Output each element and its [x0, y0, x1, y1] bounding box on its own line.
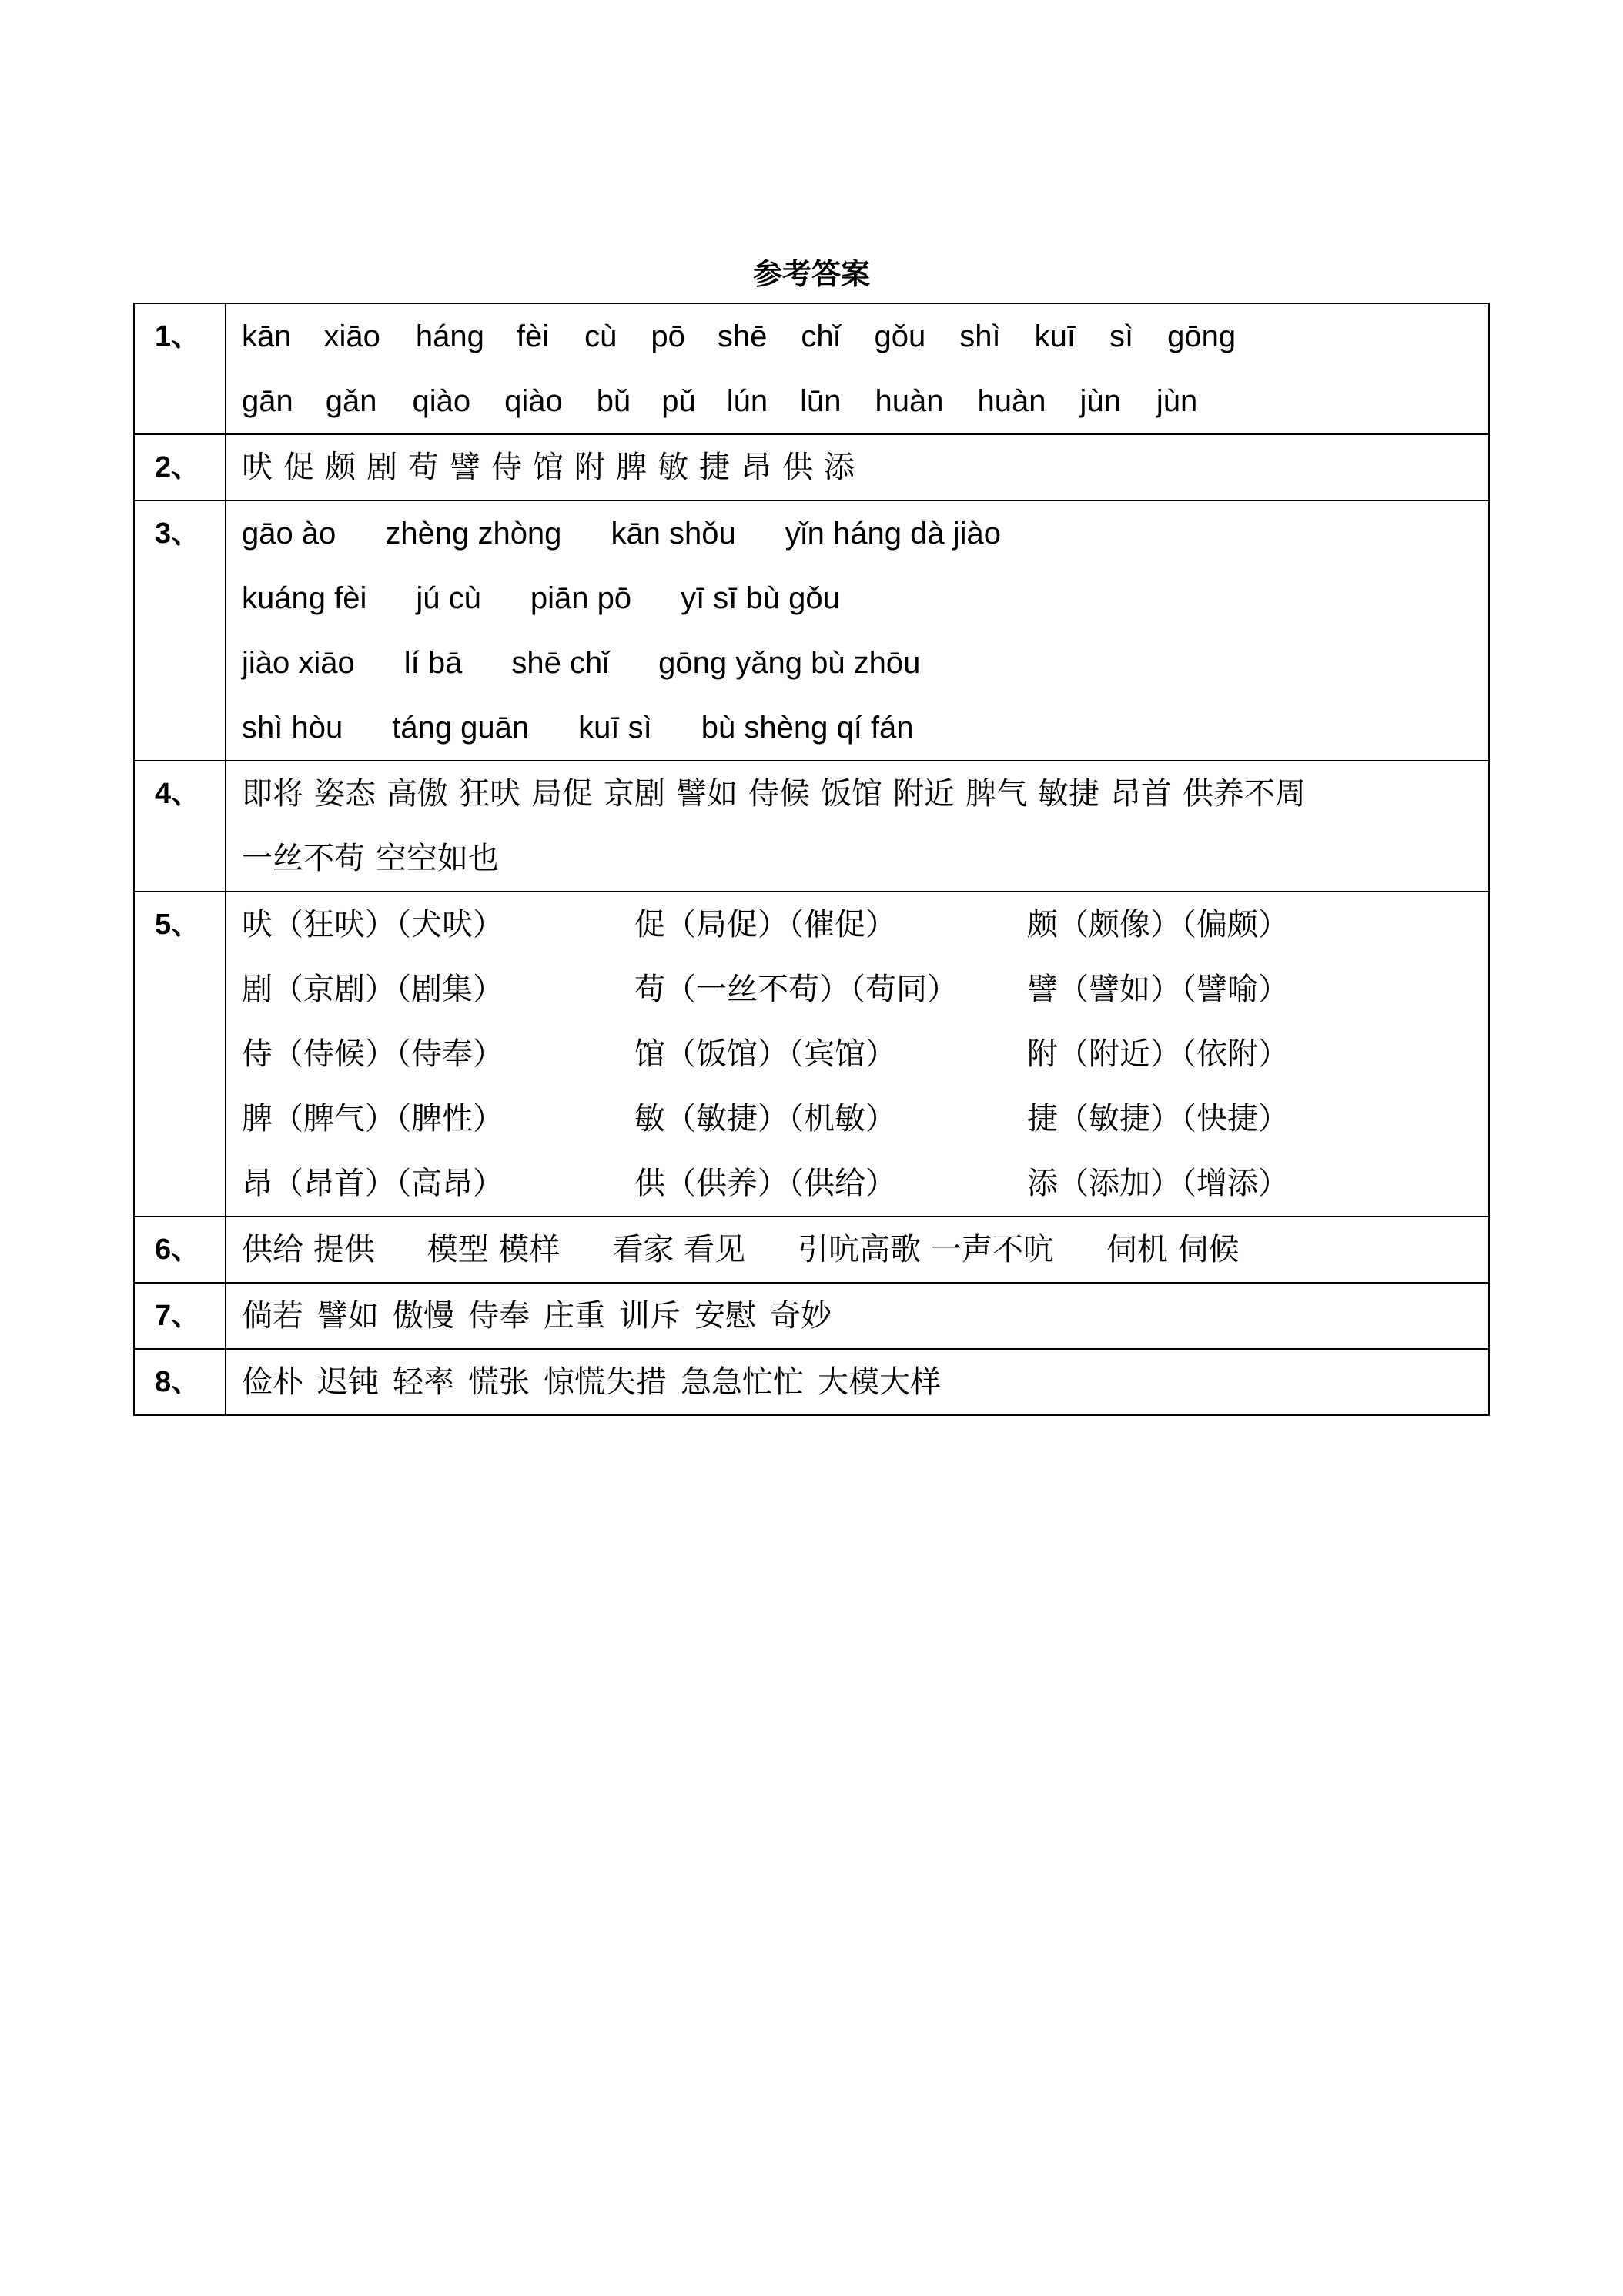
- answer-item: yǐn háng dà jiào: [785, 517, 1001, 551]
- answer-item: 供养不周: [1183, 776, 1306, 812]
- page-title: 参考答案: [752, 256, 870, 291]
- question-number: 4、: [155, 778, 201, 810]
- answer-item: 譬: [450, 450, 480, 485]
- answer-line: [242, 501, 1488, 566]
- answer-row: [134, 500, 1489, 761]
- answer-item: kuī: [1034, 320, 1076, 353]
- answer-item: bǔ: [596, 384, 631, 418]
- answer-item: 俭朴: [242, 1364, 303, 1400]
- answer-item: 惊慌失措: [544, 1364, 667, 1400]
- answer-item: chǐ: [801, 320, 841, 353]
- answer-line: [242, 631, 1488, 695]
- answer-item: 添（添加）（增添）: [1027, 1166, 1289, 1201]
- answer-content-cell: [226, 303, 1489, 434]
- answer-line: [242, 1151, 1488, 1216]
- answer-item: 侍: [491, 450, 522, 485]
- answer-item: kān shǒu: [611, 517, 736, 551]
- answer-item: jiào xiāo: [242, 646, 355, 680]
- question-number-cell: [134, 1349, 226, 1415]
- answer-item: 剧（京剧）（剧集）: [242, 972, 504, 1007]
- answer-item: 饭馆: [821, 776, 882, 812]
- answer-content-cell: [226, 761, 1489, 892]
- answer-content-cell: [226, 892, 1489, 1217]
- answer-item: xiāo: [323, 320, 380, 353]
- answer-item: 促: [283, 450, 314, 485]
- answer-row: [134, 761, 1489, 892]
- answer-item: 大模大样: [818, 1364, 941, 1400]
- answer-item: 馆: [533, 450, 564, 485]
- answer-item: gōng: [1167, 320, 1236, 353]
- answer-item: 脾气: [965, 776, 1027, 812]
- answer-item: qiào: [412, 384, 471, 418]
- answer-item: 苟（一丝不苟）（苟同）: [634, 972, 958, 1007]
- answer-item: gāo ào: [242, 517, 336, 551]
- answer-item: 傲慢: [393, 1298, 454, 1334]
- question-number: 3、: [155, 517, 201, 550]
- answer-line: [242, 892, 1488, 957]
- answer-item: piān pō: [530, 581, 632, 615]
- answer-item: shē chǐ: [511, 646, 610, 680]
- answer-item: 吠: [242, 450, 273, 485]
- answer-content-cell: [226, 434, 1489, 500]
- answer-item: 安慰: [694, 1298, 756, 1334]
- answer-item: lūn: [800, 384, 842, 418]
- answer-item: gǎn: [325, 384, 377, 418]
- question-number-cell: [134, 1217, 226, 1283]
- answer-item: 苟: [408, 450, 439, 485]
- answer-item: zhèng zhòng: [385, 517, 562, 551]
- answer-item: 训斥: [619, 1298, 681, 1334]
- answer-item: 譬如: [317, 1298, 379, 1334]
- answer-line: [242, 1284, 1488, 1348]
- answer-item: 狂吠: [459, 776, 520, 812]
- answer-item: 昂: [741, 450, 771, 485]
- answer-item: 看家 看见: [612, 1232, 746, 1267]
- answer-item: 昂首: [1110, 776, 1172, 812]
- answer-item: 譬如: [676, 776, 738, 812]
- answer-content-cell: [226, 1283, 1489, 1349]
- question-number: 7、: [155, 1300, 201, 1332]
- answer-item: táng guān: [392, 711, 530, 745]
- answer-item: 倘若: [242, 1298, 303, 1334]
- answer-line: [242, 369, 1488, 433]
- answer-row: [134, 1283, 1489, 1349]
- answer-item: 颇: [325, 450, 356, 485]
- answer-item: 颇（颇像）（偏颇）: [1027, 907, 1289, 942]
- answer-line: [242, 1350, 1488, 1414]
- answer-item: 慌张: [468, 1364, 530, 1400]
- answer-item: 敏（敏捷）（机敏）: [634, 1101, 896, 1136]
- question-number: 1、: [155, 320, 201, 353]
- answer-item: 急急忙忙: [681, 1364, 804, 1400]
- answer-item: 模型 模样: [427, 1232, 561, 1267]
- answer-item: 馆（饭馆）（宾馆）: [634, 1036, 896, 1072]
- answer-item: kān: [242, 320, 292, 353]
- answer-item: 局促: [531, 776, 593, 812]
- answer-item: 侍奉: [468, 1298, 530, 1334]
- answer-row: [134, 1217, 1489, 1283]
- answer-item: pǔ: [661, 384, 696, 418]
- answer-line: [242, 304, 1488, 369]
- answer-item: shì: [959, 320, 1001, 353]
- answer-item: 空空如也: [376, 841, 499, 876]
- answer-item: kuáng fèi: [242, 581, 367, 615]
- answer-item: 高傲: [387, 776, 448, 812]
- answer-item: 敏: [658, 450, 688, 485]
- answer-item: sì: [1109, 320, 1134, 353]
- answer-item: 附: [574, 450, 605, 485]
- answer-item: 添: [824, 450, 855, 485]
- question-number-cell: [134, 434, 226, 500]
- answer-item: 附近: [893, 776, 955, 812]
- answer-item: 奇妙: [770, 1298, 832, 1334]
- answer-line: [242, 1217, 1488, 1282]
- answer-item: 捷（敏捷）（快捷）: [1027, 1101, 1289, 1136]
- answer-line: [242, 1086, 1488, 1151]
- answer-item: 一丝不苟: [242, 841, 365, 876]
- answer-item: 迟钝: [317, 1364, 379, 1400]
- answer-item: qiào: [504, 384, 563, 418]
- answer-table: [133, 303, 1490, 1416]
- answer-line: [242, 761, 1488, 826]
- answer-content-cell: [226, 1217, 1489, 1283]
- answer-item: háng: [415, 320, 484, 353]
- answer-item: 轻率: [393, 1364, 454, 1400]
- answer-item: 敏捷: [1038, 776, 1099, 812]
- answer-row: [134, 892, 1489, 1217]
- answer-item: bù shèng qí fán: [701, 711, 914, 745]
- answer-item: 供给 提供: [242, 1232, 375, 1267]
- answer-item: 脾（脾气）（脾性）: [242, 1101, 504, 1136]
- answer-item: 即将: [242, 776, 303, 812]
- answer-item: 捷: [699, 450, 730, 485]
- answer-item: 供: [782, 450, 813, 485]
- answer-item: huàn: [875, 384, 944, 418]
- answer-row: [134, 1349, 1489, 1415]
- question-number-cell: [134, 500, 226, 761]
- answer-item: 脾: [616, 450, 647, 485]
- answer-item: 剧: [366, 450, 397, 485]
- answer-item: 京剧: [604, 776, 665, 812]
- answer-item: 姿态: [314, 776, 376, 812]
- answer-item: 伺机 伺候: [1106, 1232, 1240, 1267]
- answer-item: 譬（譬如）（譬喻）: [1027, 972, 1289, 1007]
- answer-item: gōng yǎng bù zhōu: [658, 646, 921, 680]
- question-number: 5、: [155, 909, 201, 941]
- answer-item: shì hòu: [242, 711, 343, 745]
- answer-item: 吠（狂吠）（犬吠）: [242, 907, 504, 942]
- answer-item: 侍候: [748, 776, 810, 812]
- answer-row: [134, 434, 1489, 500]
- answer-line: [242, 566, 1488, 631]
- answer-item: 供（供养）（供给）: [634, 1166, 896, 1201]
- answer-item: jùn: [1079, 384, 1121, 418]
- answer-line: [242, 695, 1488, 760]
- answer-item: 促（局促）（催促）: [634, 907, 896, 942]
- question-number: 2、: [155, 451, 201, 484]
- answer-item: lí bā: [403, 646, 463, 680]
- answer-item: 附（附近）（依附）: [1027, 1036, 1289, 1072]
- answer-line: [242, 826, 1488, 891]
- answer-item: kuī sì: [578, 711, 652, 745]
- answer-item: 昂（昂首）（高昂）: [242, 1166, 504, 1201]
- answer-item: yī sī bù gǒu: [681, 581, 840, 615]
- answer-item: gǒu: [874, 320, 926, 353]
- answer-content-cell: [226, 1349, 1489, 1415]
- question-number-cell: [134, 761, 226, 892]
- answer-item: gān: [242, 384, 293, 418]
- answer-item: lún: [726, 384, 768, 418]
- answer-item: huàn: [977, 384, 1046, 418]
- answer-item: 庄重: [544, 1298, 605, 1334]
- answer-item: 引吭高歌 一声不吭: [798, 1232, 1054, 1267]
- question-number-cell: [134, 303, 226, 434]
- question-number: 8、: [155, 1366, 201, 1398]
- answer-item: cù: [584, 320, 617, 353]
- answer-row: [134, 303, 1489, 434]
- answer-content-cell: [226, 500, 1489, 761]
- answer-line: [242, 435, 1488, 500]
- answer-item: pō: [651, 320, 685, 353]
- answer-item: shē: [717, 320, 768, 353]
- question-number-cell: [134, 892, 226, 1217]
- answer-item: 侍（侍候）（侍奉）: [242, 1036, 504, 1072]
- question-number-cell: [134, 1283, 226, 1349]
- question-number: 6、: [155, 1233, 201, 1266]
- answer-item: fèi: [516, 320, 550, 353]
- answer-item: jùn: [1156, 384, 1198, 418]
- answer-line: [242, 1022, 1488, 1086]
- answer-item: jú cù: [416, 581, 481, 615]
- answer-line: [242, 957, 1488, 1022]
